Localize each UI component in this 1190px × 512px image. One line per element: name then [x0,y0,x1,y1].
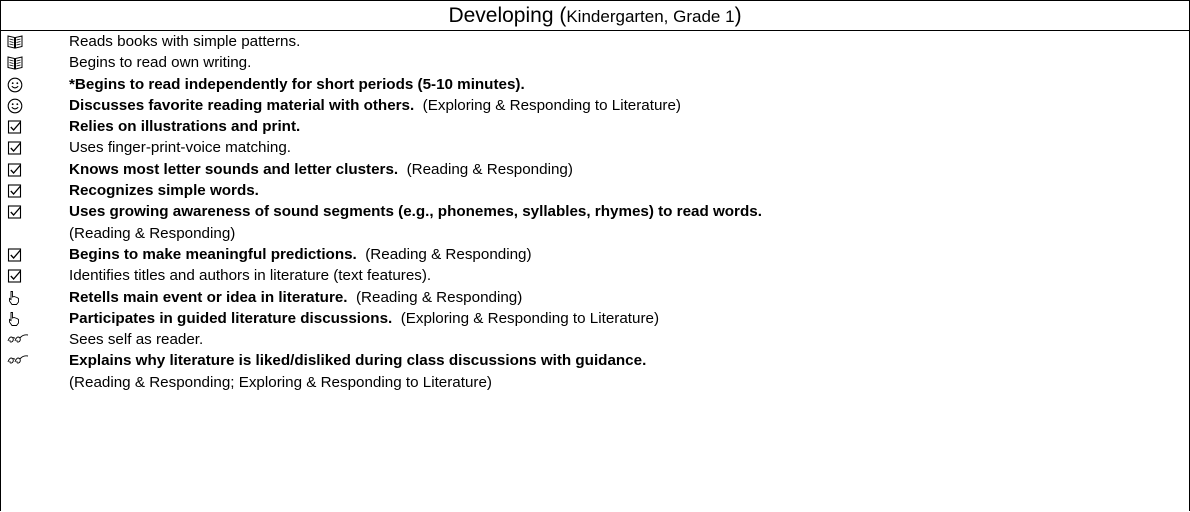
smiley-icon [1,95,61,116]
item-text: Relies on illustrations and print. [69,118,301,136]
list-item [1,265,1189,286]
list-item [1,95,1189,116]
list-item [1,137,1189,158]
item-text: Uses growing awareness of sound segments (e.g., phonemes, syllables, rhymes) to read words. [69,203,762,221]
item-text: Knows most letter sounds and letter clusters. [69,160,399,178]
item-text: Uses finger-print-voice matching. [69,139,291,157]
item-text: Explains why literature is liked/disliked during class discussions with guidance. [69,352,647,370]
indicator-list [1,31,1189,393]
item-text: Begins to make meaningful predictions. [69,245,357,263]
item-strand-reference: (Reading & Responding) [347,288,523,306]
list-item [1,31,1189,52]
item-text: Participates in guided literature discussions. [69,309,393,327]
item-strand-reference: (Reading & Responding) [356,245,532,263]
checkbox-icon [1,180,61,201]
item-text: Recognizes simple words. [69,182,259,200]
eyeglasses-icon [1,329,61,350]
item-text: Reads books with simple patterns. [69,33,301,50]
hand-pointer-icon [1,287,61,308]
item-text: Sees self as reader. [69,331,204,349]
item-strand-reference: (Reading & Responding; Exploring & Responding to Literature) [69,373,492,391]
checkbox-icon [1,137,61,158]
book-icon [1,31,61,52]
book-icon [1,52,61,73]
item-text: *Begins to read independently for short periods (5-10 minutes). [69,75,525,93]
list-item [1,308,1189,329]
checkbox-icon [1,116,61,137]
item-strand-reference: (Reading & Responding) [398,160,573,178]
item-text: Begins to read own writing. [69,54,252,72]
item-text: Discusses favorite reading material with others. [69,96,415,114]
smiley-icon [1,74,61,95]
list-item [1,350,1189,393]
list-item [1,201,1189,244]
checkbox-icon [1,159,61,180]
list-item [1,159,1189,180]
item-strand-reference: (Exploring & Responding to Literature) [392,309,660,327]
list-item [1,244,1189,265]
header-close-paren: ) [734,4,742,27]
item-strand-reference: (Reading & Responding) [69,224,236,242]
header-title: Developing ( [448,4,567,27]
checkbox-icon [1,244,61,265]
list-item [1,74,1189,95]
eyeglasses-icon [1,350,61,371]
checkbox-icon [1,265,61,286]
section-header [1,1,1189,31]
list-item [1,329,1189,350]
list-item [1,116,1189,137]
list-item [1,287,1189,308]
item-text: Retells main event or idea in literature. [69,288,348,306]
checkbox-icon [1,201,61,222]
header-subtitle: Kindergarten, Grade 1 [566,7,735,26]
list-item [1,180,1189,201]
hand-pointer-icon [1,308,61,329]
list-item [1,52,1189,73]
item-text: Identifies titles and authors in literature (text features). [69,267,432,285]
item-strand-reference: (Exploring & Responding to Literature) [414,96,681,114]
